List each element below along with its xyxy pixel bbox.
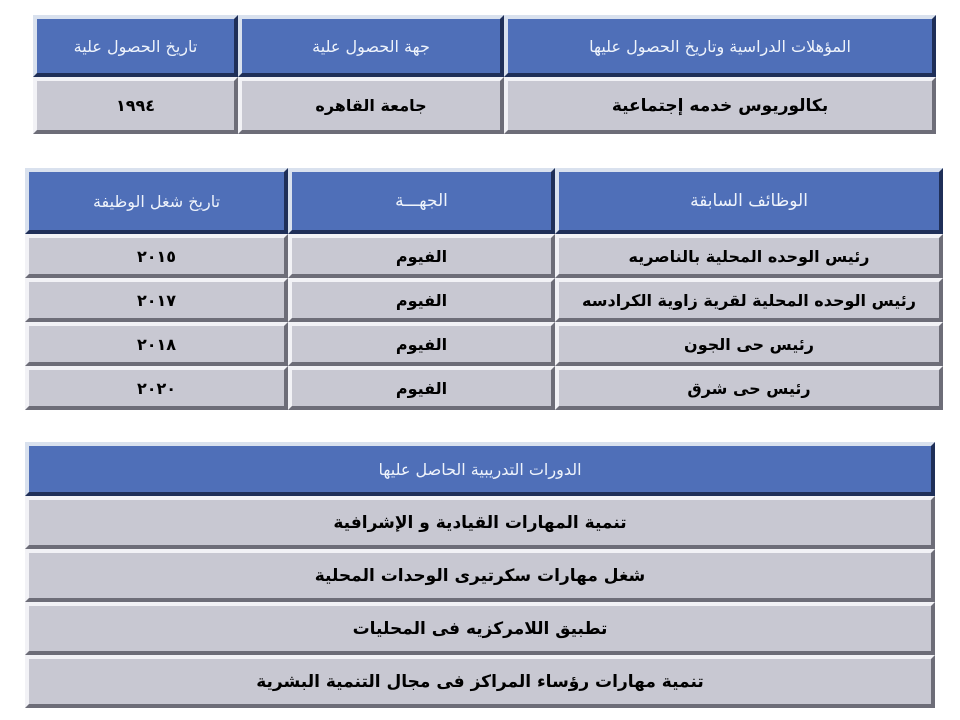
jobs-header-row <box>25 168 943 234</box>
table-row <box>25 322 943 366</box>
job-date-cell: ٢٠١٧ <box>25 278 288 322</box>
table-row <box>25 366 943 410</box>
job-entity-cell: الفيوم <box>288 322 555 366</box>
issuer-cell: جامعة القاهره <box>238 77 504 134</box>
qualification-date-header: تاريخ الحصول علية <box>33 15 238 77</box>
qualifications-table <box>33 15 936 134</box>
jobs-table <box>25 168 943 410</box>
list-item <box>25 496 935 549</box>
job-entity-cell: الفيوم <box>288 234 555 278</box>
job-title-cell: رئيس الوحده المحلية بالناصريه <box>555 234 943 278</box>
course-cell: شغل مهارات سكرتيرى الوحدات المحلية <box>25 549 935 602</box>
job-title-cell: رئيس الوحده المحلية لقرية زاوية الكرادسه <box>555 278 943 322</box>
job-date-cell: ٢٠١٥ <box>25 234 288 278</box>
job-date-cell: ٢٠١٨ <box>25 322 288 366</box>
qualifications-row <box>33 77 936 134</box>
courses-header: الدورات التدريبية الحاصل عليها <box>25 442 935 496</box>
courses-table <box>25 442 935 708</box>
list-item <box>25 602 935 655</box>
course-cell: تطبيق اللامركزيه فى المحليات <box>25 602 935 655</box>
table-row <box>25 278 943 322</box>
job-date-cell: ٢٠٢٠ <box>25 366 288 410</box>
job-title-header: الوظائف السابقة <box>555 168 943 234</box>
job-entity-cell: الفيوم <box>288 278 555 322</box>
job-entity-header: الجهـــة <box>288 168 555 234</box>
list-item <box>25 549 935 602</box>
qualifications-header-row <box>33 15 936 77</box>
job-title-cell: رئيس حى الجون <box>555 322 943 366</box>
job-title-cell: رئيس حى شرق <box>555 366 943 410</box>
qualification-cell: بكالوريوس خدمه إجتماعية <box>504 77 936 134</box>
qualification-header: المؤهلات الدراسية وتاريخ الحصول عليها <box>504 15 936 77</box>
table-row <box>25 234 943 278</box>
course-cell: تنمية مهارات رؤساء المراكز فى مجال التنمية البشرية <box>25 655 935 708</box>
list-item <box>25 655 935 708</box>
issuer-header: جهة الحصول علية <box>238 15 504 77</box>
job-entity-cell: الفيوم <box>288 366 555 410</box>
qualification-date-cell: ١٩٩٤ <box>33 77 238 134</box>
courses-header-row <box>25 442 935 496</box>
job-date-header: تاريخ شغل الوظيفة <box>25 168 288 234</box>
course-cell: تنمية المهارات القيادية و الإشرافية <box>25 496 935 549</box>
